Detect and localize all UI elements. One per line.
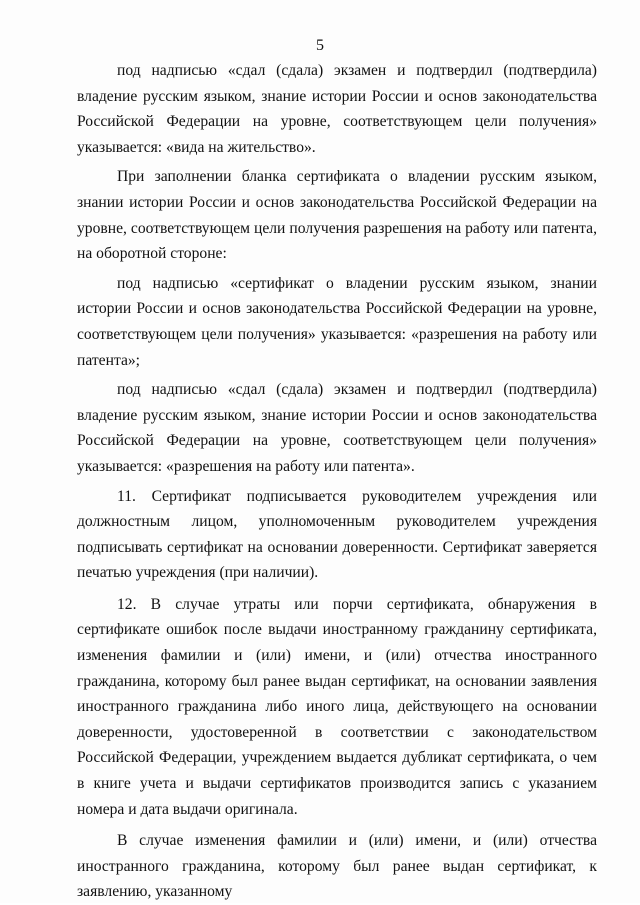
paragraph-exam-caption: под надписью «сдал (сдала) экзамен и подтвердил (подтвердила) владение русским языком, знание истории России и основ законодательства Российской Федерации на уровне, соответствующем цели получения» указывается: «разрешения на работу или патента». bbox=[77, 381, 597, 475]
paragraph-work-permit-intro: При заполнении бланка сертификата о владении русским языком, знании истории России и основ законодательства Российской Федерации на уровне, соответствующем цели получения разрешения на работу или патента, на оборотной стороне: bbox=[77, 168, 597, 263]
paragraph-item-12: 12. В случае утраты или порчи сертификата, обнаружения в сертификате ошибок после выдачи иностранному гражданину сертификата, изменения фамилии и (или) имени, и (или) отчества иностранного гражданина, которому был ранее выдан сертификат, на основании заявления иностранного гражданина либо иного лица, действующего на основании доверенности, удостоверенной в соответствии с законодательством Российской Федерации, учреждением выдается дубликат сертификата, о чем в книге учета и выдачи сертификатов производится запись с указанием номера и дата выдачи оригинала. bbox=[77, 595, 597, 818]
paragraph-residence-permit-caption: под надписью «сдал (сдала) экзамен и подтвердил (подтвердила) владение русским языком, знание истории России и основ законодательства Российской Федерации на уровне, соответствующем цели получения» указывается: «вида на жительство». bbox=[77, 62, 597, 156]
paragraph-certificate-caption: под надписью «сертификат о владении русским языком, знании истории России и основ законодательства Российской Федерации на уровне, соответствующем цели получения» указывается: «разрешения на работу или патента»; bbox=[77, 274, 597, 369]
paragraph-item-11: 11. Сертификат подписывается руководителем учреждения или должностным лицом, уполномоченным руководителем учреждения подписывать сертификат на основании доверенности. Сертификат заверяется печатью учреждения (при наличии). bbox=[77, 487, 597, 582]
page-number: 5 bbox=[316, 37, 324, 54]
paragraph-name-change: В случае изменения фамилии и (или) имени, и (или) отчества иностранного гражданина, которому был ранее выдан сертификат, к заявлению, указанному bbox=[77, 832, 597, 901]
document-body bbox=[77, 58, 597, 905]
